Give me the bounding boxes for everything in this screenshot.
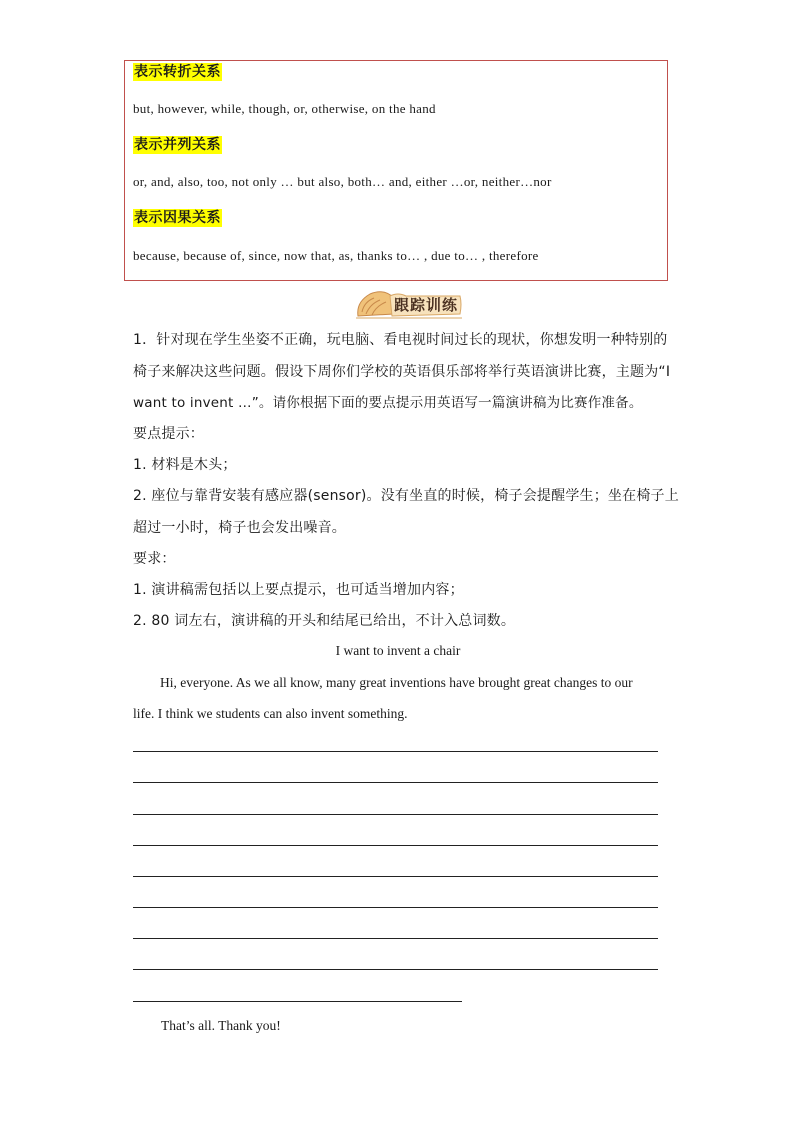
section-words-contrast: but, however, while, though, or, otherwise, on the hand: [133, 101, 436, 116]
task-line: 1．针对现在学生坐姿不正确，玩电脑、看电视时间过长的现状，你想发明一种特别的: [133, 332, 668, 348]
task-line: 椅子来解决这些问题。假设下周你们学校的英语俱乐部将举行英语演讲比赛，主题为“I: [133, 364, 671, 380]
writing-line: [133, 1001, 462, 1002]
task-line: 1. 演讲稿需包括以上要点提示，也可适当增加内容；: [133, 582, 464, 598]
section-heading-parallel: 表示并列关系: [134, 137, 221, 153]
banner-title: 跟踪训练: [394, 296, 459, 314]
writing-line: [133, 907, 658, 908]
task-line: 2. 80 词左右，演讲稿的开头和结尾已给出，不计入总词数。: [133, 613, 516, 629]
task-line: 1. 材料是木头；: [133, 457, 237, 473]
essay-title: I want to invent a chair: [335, 643, 461, 658]
section-banner: [354, 288, 464, 320]
task-line: 要点提示：: [133, 426, 204, 442]
section-words-cause: because, because of, since, now that, as, thanks to… , due to… , therefore: [133, 248, 539, 263]
task-line: want to invent …”。请你根据下面的要点提示用英语写一篇演讲稿为比赛作准备。: [133, 395, 643, 411]
essay-closing: That’s all. Thank you!: [161, 1018, 281, 1033]
section-heading-cause: 表示因果关系: [134, 210, 221, 226]
essay-opening-line: life. I think we students can also invent something.: [133, 706, 408, 721]
section-words-parallel: or, and, also, too, not only … but also, both… and, either …or, neither…nor: [133, 174, 552, 189]
section-heading-contrast: 表示转折关系: [134, 64, 221, 80]
task-line: 2. 座位与靠背安装有感应器(sensor)。没有坐直的时候，椅子会提醒学生；坐在椅子上: [133, 488, 679, 504]
writing-line: [133, 751, 658, 752]
writing-line: [133, 969, 658, 970]
writing-line: [133, 938, 658, 939]
writing-line: [133, 814, 658, 815]
writing-line: [133, 782, 658, 783]
task-line: 超过一小时，椅子也会发出噪音。: [133, 520, 346, 536]
connectives-box: [124, 60, 668, 281]
essay-opening-line: Hi, everyone. As we all know, many great inventions have brought great changes to our: [160, 675, 633, 690]
task-line: 要求：: [133, 551, 176, 567]
writing-line: [133, 876, 658, 877]
writing-line: [133, 845, 658, 846]
